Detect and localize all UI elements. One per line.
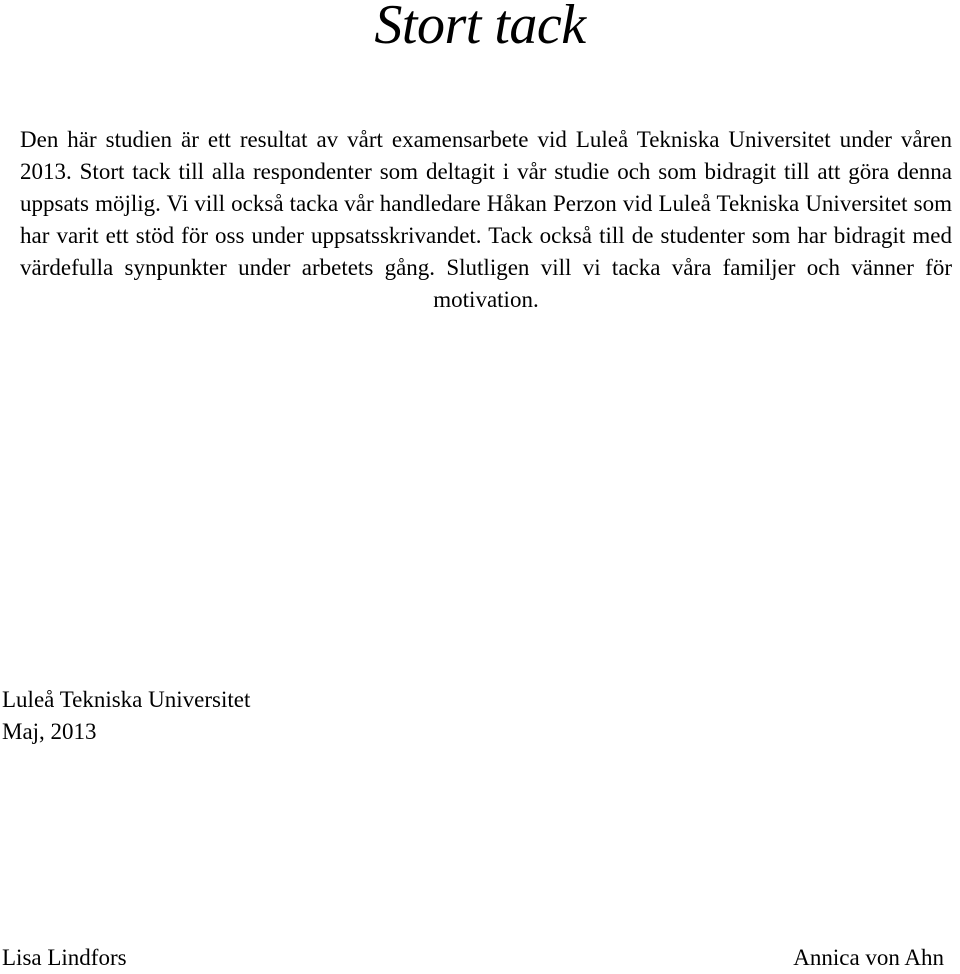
affiliation-block	[2, 684, 250, 748]
date-line: Maj, 2013	[2, 719, 97, 744]
page-title: Stort tack	[374, 0, 586, 56]
author-name: Annica von Ahn	[793, 945, 944, 970]
acknowledgement-paragraph: Den här studien är ett resultat av vårt examensarbete vid Luleå Tekniska Universitet under våren 2013. Stort tack till alla respondenter som deltagit i vår studie och som bidragit till att göra denna uppsats möjlig. Vi vill också tacka vår handledare Håkan Perzon vid Luleå Tekniska Universitet som har varit ett stöd för oss under uppsatsskrivandet. Tack också till de studenter som har bidragit med värdefulla synpunkter under arbetets gång. Slutligen vill vi tacka våra familjer och vänner för motivation.	[20, 127, 952, 312]
author-name: Lisa Lindfors	[2, 945, 127, 970]
author-signatures	[2, 942, 944, 974]
university-name: Luleå Tekniska Universitet	[2, 687, 251, 712]
